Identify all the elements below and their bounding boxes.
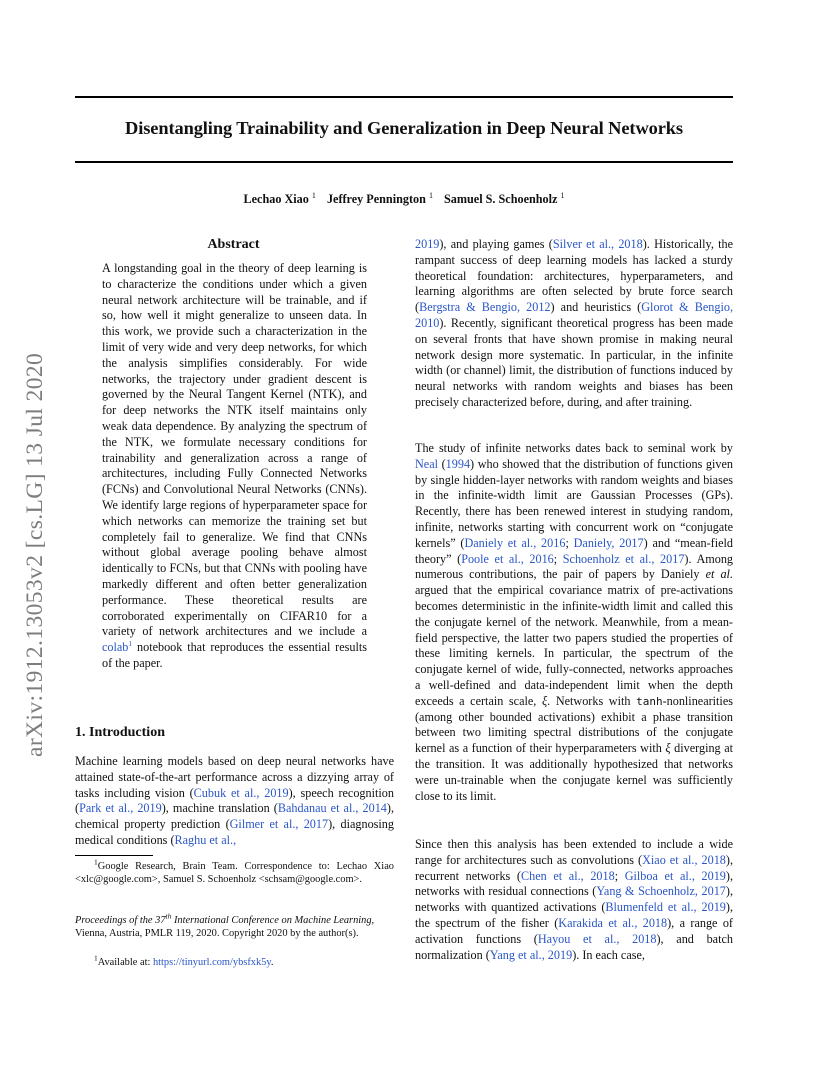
- abstract-heading: Abstract: [207, 237, 260, 252]
- body-text: ;: [565, 535, 574, 550]
- author-name: [444, 192, 564, 206]
- author-name: [244, 192, 316, 206]
- citation-link[interactable]: Silver et al., 2018: [552, 237, 643, 251]
- citation-link[interactable]: Neal: [415, 456, 439, 471]
- body-text: ), chemical property prediction (: [75, 801, 394, 832]
- abstract-paragraph-end: notebook that reproduces the essential results of the paper.: [102, 640, 367, 670]
- author-name: [327, 192, 433, 206]
- arxiv-identifier-stamp: arXiv:1912.13053v2 [cs.LG] 13 Jul 2020: [22, 352, 48, 757]
- footnote-mark: 1: [94, 953, 98, 963]
- affiliation-mark: 1: [560, 190, 565, 200]
- colab-footnote: [75, 953, 394, 969]
- citation-link[interactable]: 1994: [445, 456, 471, 471]
- introduction-paragraph: [415, 441, 733, 804]
- author-list: [75, 192, 733, 207]
- citation-link[interactable]: Yang & Schoenholz, 2017: [596, 884, 726, 899]
- introduction-paragraph: [75, 754, 394, 849]
- body-text: Machine learning models based on deep neural networks have attained state-of-the-art performance across a dizzying array of tasks including vision (: [75, 754, 394, 800]
- title-top-rule: [75, 96, 733, 98]
- citation-link[interactable]: Hayou et al., 2018: [537, 931, 657, 946]
- ordinal-suffix: th: [165, 911, 172, 921]
- citation-link[interactable]: Blumenfeld et al., 2019: [605, 900, 726, 915]
- math-symbol: ξ: [665, 741, 671, 756]
- proceedings-note: [75, 911, 394, 940]
- citation-link[interactable]: Karakida et al., 2018: [558, 915, 668, 930]
- body-text: (: [438, 456, 446, 471]
- citation-link[interactable]: Gilmer et al., 2017: [229, 817, 329, 832]
- body-text: . Networks with: [547, 693, 637, 708]
- citation-link[interactable]: Cubuk et al., 2019: [193, 785, 289, 800]
- body-text: ), networks with residual connections (: [415, 868, 733, 899]
- body-text: ), the spectrum of the fisher (: [415, 900, 734, 930]
- abstract-text: [102, 261, 367, 672]
- body-text: ), machine translation (: [161, 801, 278, 816]
- citation-link[interactable]: Daniely et al., 2016: [464, 535, 566, 550]
- body-text: ), diagnosing medical conditions (: [75, 817, 394, 847]
- affiliation-mark: 1: [428, 190, 433, 200]
- citation-link[interactable]: Schoenholz et al., 2017: [562, 551, 685, 566]
- introduction-paragraph: [415, 237, 733, 411]
- citation-link[interactable]: Chen et al., 2018: [521, 868, 615, 883]
- affiliation-footnote: [75, 857, 394, 886]
- body-text: diverging at the transition. It was additionally hypothesized that networks were un-trainable when the conjugate kernel was sufficiently close to its limit.: [415, 741, 733, 803]
- citation-link[interactable]: Glorot & Bengio, 2010: [415, 300, 733, 330]
- body-text: ). In each case,: [572, 947, 645, 962]
- body-text: ). Among numerous contributions, the pair of papers by Daniely: [415, 551, 734, 582]
- affiliation-mark: 1: [311, 190, 316, 200]
- colab-link[interactable]: colab: [102, 640, 129, 655]
- footnote-text: Available at:: [97, 957, 153, 968]
- math-symbol: ξ: [541, 693, 548, 708]
- body-text: The study of infinite networks dates back to seminal work by: [415, 441, 733, 455]
- citation-link[interactable]: Yang et al., 2019: [489, 947, 573, 962]
- footnote-mark: 1: [94, 857, 98, 867]
- abstract-paragraph: A longstanding goal in the theory of deep learning is to characterize the conditions under which a given neural network architecture will be trainable, and if so, how well it might generalize to unseen data. In this work, we provide such a characterization in the limit of very wide and very deep networks, for which the analysis simplifies considerably. For wide networks, the trajectory under gradient descent is governed by the Neural Tangent Kernel (NTK), and for deep networks the NTK itself maintains only weak data dependence. By analyzing the spectrum of the NTK, we formulate necessary conditions for trainability and generalization across a range of architectures, including Fully Connected Networks (FCNs) and Convolutional Neural Networks (CNNs). We identify large regions of hyperparameter space for which networks can memorize the training set but completely fail to generalize. We find that CNNs without global average pooling behave almost identically to FCNs, but that CNNs with pooling have markedly different and often better generalization performance. These theoretical results are corroborated experimentally on CIFAR10 for a variety of network architectures and we include a: [102, 261, 367, 639]
- citation-link[interactable]: Bergstra & Bengio, 2012: [419, 300, 551, 315]
- colab-url-link[interactable]: https://tinyurl.com/ybsfxk5y: [152, 957, 271, 968]
- body-text: ), and batch normalization (: [415, 931, 733, 962]
- citation-link[interactable]: Xiao et al., 2018: [642, 852, 726, 867]
- author-name-text: Samuel S. Schoenholz: [444, 192, 558, 206]
- italic-text: et al.: [705, 567, 733, 582]
- proceedings-text: Proceedings of the 37: [75, 915, 166, 926]
- math-function: tanh: [636, 694, 663, 708]
- body-text: ), and playing games (: [439, 237, 553, 251]
- citation-link[interactable]: Bahdanau et al., 2014: [277, 801, 387, 816]
- body-text: Since then this analysis has been extended to include a wide range for architectures such as convolutions (: [415, 837, 733, 867]
- footnote-text: Google Research, Brain Team. Correspondence to: Lechao Xiao <xlc@google.com>, Samuel S. Schoenholz <schsam@google.com>.: [75, 861, 394, 885]
- footnote-divider: [75, 855, 153, 856]
- body-text: -nonlinearities (among other bounded activations) exhibit a phase transition between two limiting spectral distributions of the conjugate kernel as a function of their hyperparameters with: [415, 693, 733, 756]
- body-text: ). Recently, significant theoretical progress has been made on several fronts that have shown promise in making neural network design more systematic. In particular, in the infinite width (or channel) limit, the distribution of functions induced by neural networks with random weights and biases has been precisely characterized before, during, and after training.: [415, 315, 733, 409]
- proceedings-text: , Vienna, Austria, PMLR 119, 2020. Copyright 2020 by the author(s).: [75, 915, 375, 939]
- body-text: ) who showed that the distribution of functions given by single hidden-layer networks with random weights and biases in the infinite-width limit are Gaussian Processes (GPs). Recently, there has been renewed interest in studying random, infinite, networks starting with concurrent work on “conjugate kernels” (: [415, 456, 733, 550]
- body-text: ) and “mean-field theory” (: [415, 535, 734, 566]
- citation-link[interactable]: Raghu et al.,: [174, 832, 237, 847]
- author-name-text: Lechao Xiao: [243, 192, 309, 206]
- citation-link[interactable]: 2019: [415, 237, 440, 251]
- title-bottom-rule: [75, 161, 733, 163]
- section-heading-introduction: 1. Introduction: [75, 725, 165, 740]
- author-name-text: Jeffrey Pennington: [326, 192, 426, 206]
- citation-link[interactable]: Poole et al., 2016: [461, 551, 554, 566]
- body-text: ;: [614, 868, 625, 883]
- footnote-text: .: [270, 957, 274, 968]
- citation-link[interactable]: Gilboa et al., 2019: [624, 868, 726, 883]
- citation-link[interactable]: Park et al., 2019: [79, 801, 162, 816]
- body-text: ;: [553, 551, 563, 566]
- body-text: ), recurrent networks (: [415, 852, 733, 883]
- paper-title: Disentangling Trainability and Generalization in Deep Neural Networks: [125, 118, 683, 138]
- body-text: argued that the empirical covariance matrix of pre-activations becomes deterministic in the infinite-width limit and called this the conjugate kernel of the network. Meanwhile, from a mean-field perspective, the latter two papers studied the properties of these limiting kernels. In particular, the spectrum of the conjugate kernel of wide, fully-connected, networks approaches a well-defined and data-independent limit when the depth exceeds a certain scale,: [415, 583, 733, 708]
- footnote-mark[interactable]: 1: [128, 639, 133, 649]
- body-text: ) and heuristics (: [550, 300, 642, 315]
- body-text: ), a range of activation functions (: [415, 915, 733, 946]
- body-text: ), speech recognition (: [75, 785, 394, 816]
- introduction-paragraph: [415, 837, 733, 963]
- citation-link[interactable]: Daniely, 2017: [573, 535, 644, 550]
- proceedings-text: International Conference on Machine Learning: [171, 915, 372, 926]
- body-text: ), networks with quantized activations (: [415, 884, 733, 915]
- body-text: ). Historically, the rampant success of deep learning models has lacked a sturdy theoretical foundation: architectures, hyperparameters, and learning algorithms are often selected by brute force search (: [415, 237, 733, 315]
